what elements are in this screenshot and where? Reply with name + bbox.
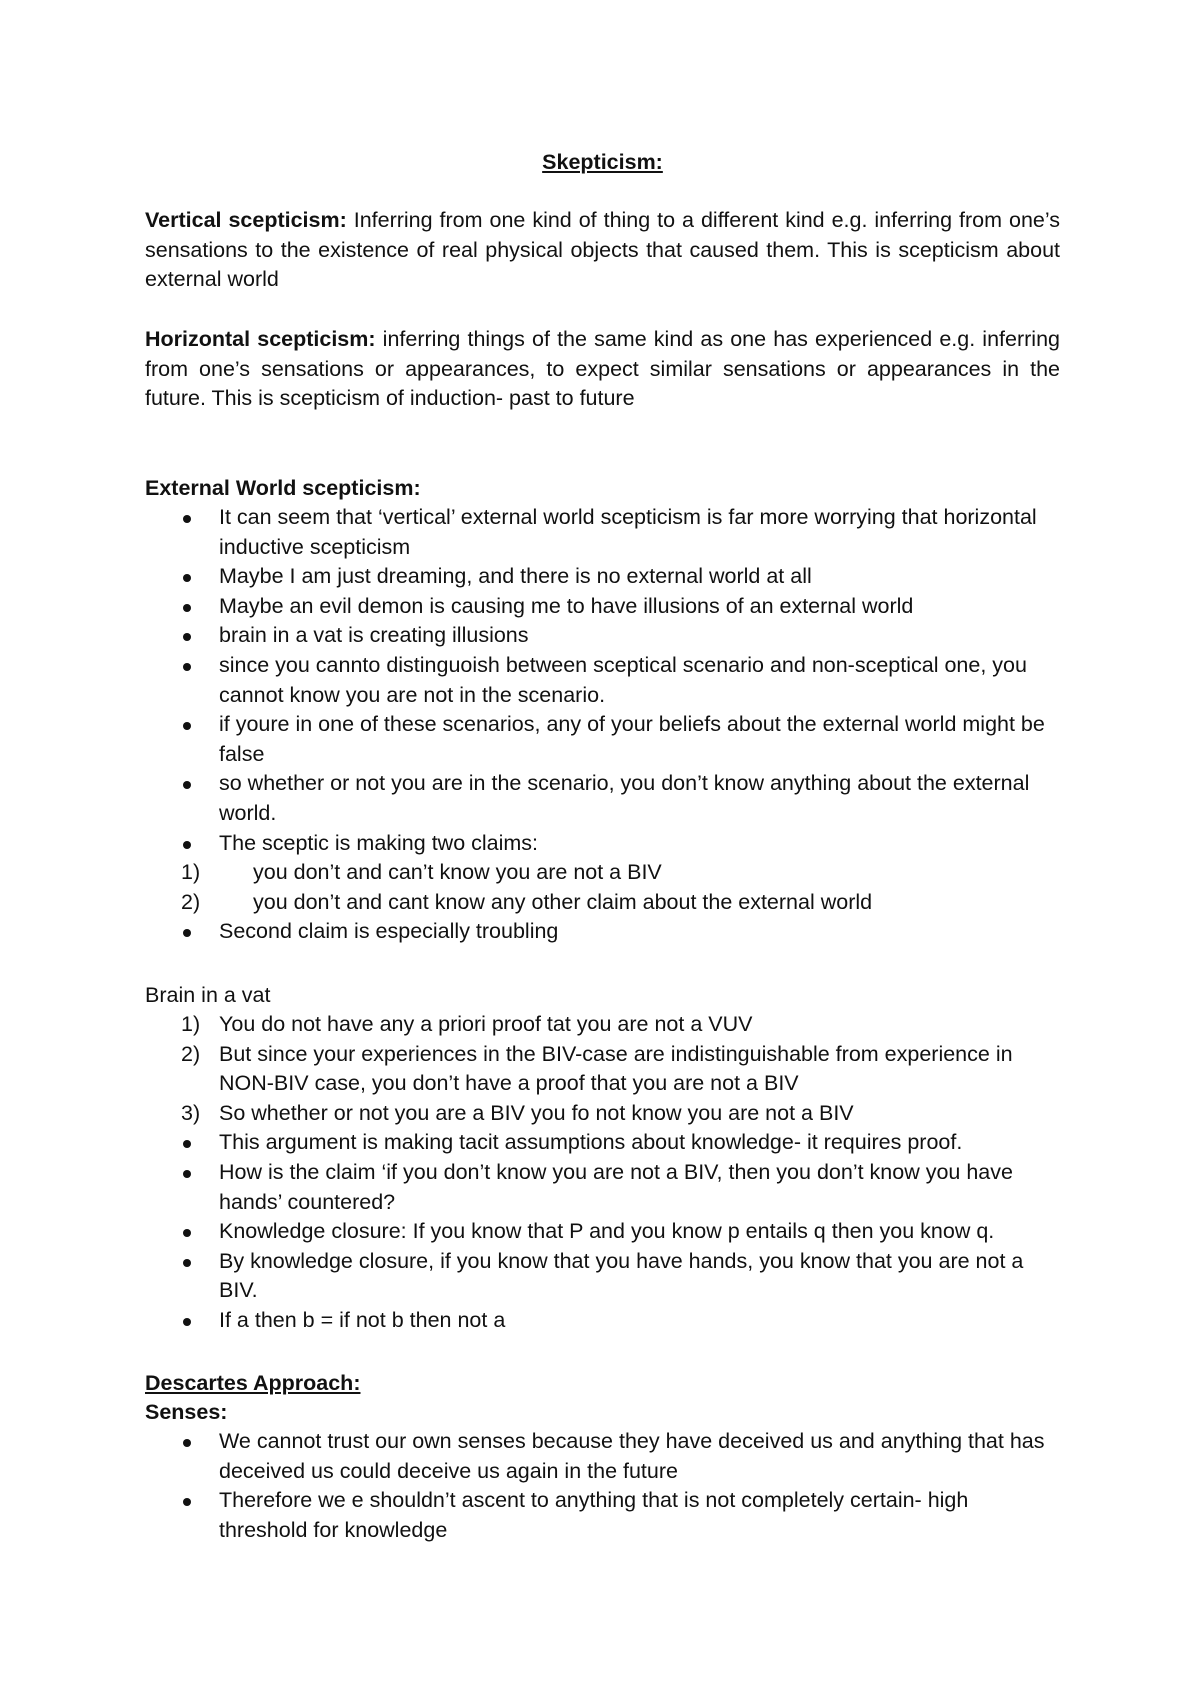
brain-in-vat-list [145, 1010, 1060, 1336]
claim-number: 1) [181, 860, 201, 885]
horizontal-scepticism-paragraph [145, 325, 1060, 414]
senses-list [145, 1427, 1060, 1545]
senses-subheading: Senses: [145, 1400, 228, 1424]
list-item: Maybe I am just dreaming, and there is no external world at all [145, 562, 1060, 592]
bullet-icon [183, 663, 191, 671]
list-item: It can seem that ‘vertical’ external world scepticism is far more worrying that horizontal inductive scepticism [145, 503, 1060, 562]
numbered-item: 1) You do not have any a priori proof tat you are not a VUV [145, 1010, 1060, 1040]
item-number: 1) [181, 1012, 201, 1036]
bullet-icon [183, 1318, 191, 1326]
list-item: Second claim is especially troubling [145, 917, 1060, 947]
page-title: Skepticism: [542, 150, 663, 174]
bullet-icon [183, 1439, 191, 1447]
bullet-icon [183, 1498, 191, 1506]
descartes-heading: Descartes Approach: [145, 1371, 361, 1395]
bullet-icon [183, 1229, 191, 1237]
claim-item: 1) you don’t and can’t know you are not a BIV [145, 858, 1060, 888]
list-item: Maybe an evil demon is causing me to have illusions of an external world [145, 592, 1060, 622]
bullet-icon [183, 841, 191, 849]
horizontal-scepticism-text: inferring things of the same kind as one has experienced e.g. inferring from one’s sensations or appearances, to expect similar sensations or appearances in the future. This is scepticism of induction- past to future [145, 327, 1060, 411]
horizontal-scepticism-term: Horizontal scepticism: [145, 327, 376, 351]
vertical-scepticism-paragraph [145, 206, 1060, 295]
external-world-list [145, 503, 1060, 947]
bullet-icon [183, 633, 191, 641]
numbered-item: 3) So whether or not you are a BIV you fo not know you are not a BIV [145, 1099, 1060, 1129]
list-item: Knowledge closure: If you know that P and you know p entails q then you know q. [145, 1217, 1060, 1247]
list-item: If a then b = if not b then not a [145, 1306, 1060, 1336]
bullet-icon [183, 1140, 191, 1148]
bullet-icon [183, 1259, 191, 1267]
list-item: so whether or not you are in the scenario, you don’t know anything about the external world. [145, 769, 1060, 828]
list-item: This argument is making tacit assumptions about knowledge- it requires proof. [145, 1128, 1060, 1158]
list-item: since you cannto distinguoish between sceptical scenario and non-sceptical one, you cannot know you are not in the scenario. [145, 651, 1060, 710]
item-number: 2) [181, 1041, 201, 1066]
bullet-icon [183, 929, 191, 937]
bullet-icon [183, 1170, 191, 1178]
list-item: We cannot trust our own senses because they have deceived us and anything that has deceived us could deceive us again in the future [145, 1427, 1060, 1486]
external-world-heading: External World scepticism: [145, 476, 421, 500]
list-item: Therefore we e shouldn’t ascent to anything that is not completely certain- high threshold for knowledge [145, 1486, 1060, 1545]
bullet-icon [183, 515, 191, 523]
list-item: How is the claim ‘if you don’t know you are not a BIV, then you don’t know you have hands’ countered? [145, 1158, 1060, 1217]
list-item: By knowledge closure, if you know that you have hands, you know that you are not a BIV. [145, 1247, 1060, 1306]
bullet-icon [183, 604, 191, 612]
bullet-icon [183, 574, 191, 582]
list-item: brain in a vat is creating illusions [145, 621, 1060, 651]
claim-number: 2) [181, 889, 201, 914]
vertical-scepticism-term: Vertical scepticism: [145, 208, 347, 232]
claim-item: 2) you don’t and cant know any other claim about the external world [145, 888, 1060, 918]
brain-in-vat-heading: Brain in a vat [145, 983, 271, 1007]
list-item: if youre in one of these scenarios, any of your beliefs about the external world might be false [145, 710, 1060, 769]
vertical-scepticism-text: Inferring from one kind of thing to a different kind e.g. inferring from one’s sensations to the existence of real physical objects that caused them. This is scepticism about external world [145, 208, 1060, 292]
numbered-item: 2) But since your experiences in the BIV-case are indistinguishable from experience in NON-BIV case, you don’t have a proof that you are not a BIV [181, 1041, 1013, 1096]
item-number: 3) [181, 1100, 201, 1125]
bullet-icon [183, 781, 191, 789]
list-item: The sceptic is making two claims: [145, 829, 1060, 859]
bullet-icon [183, 722, 191, 730]
